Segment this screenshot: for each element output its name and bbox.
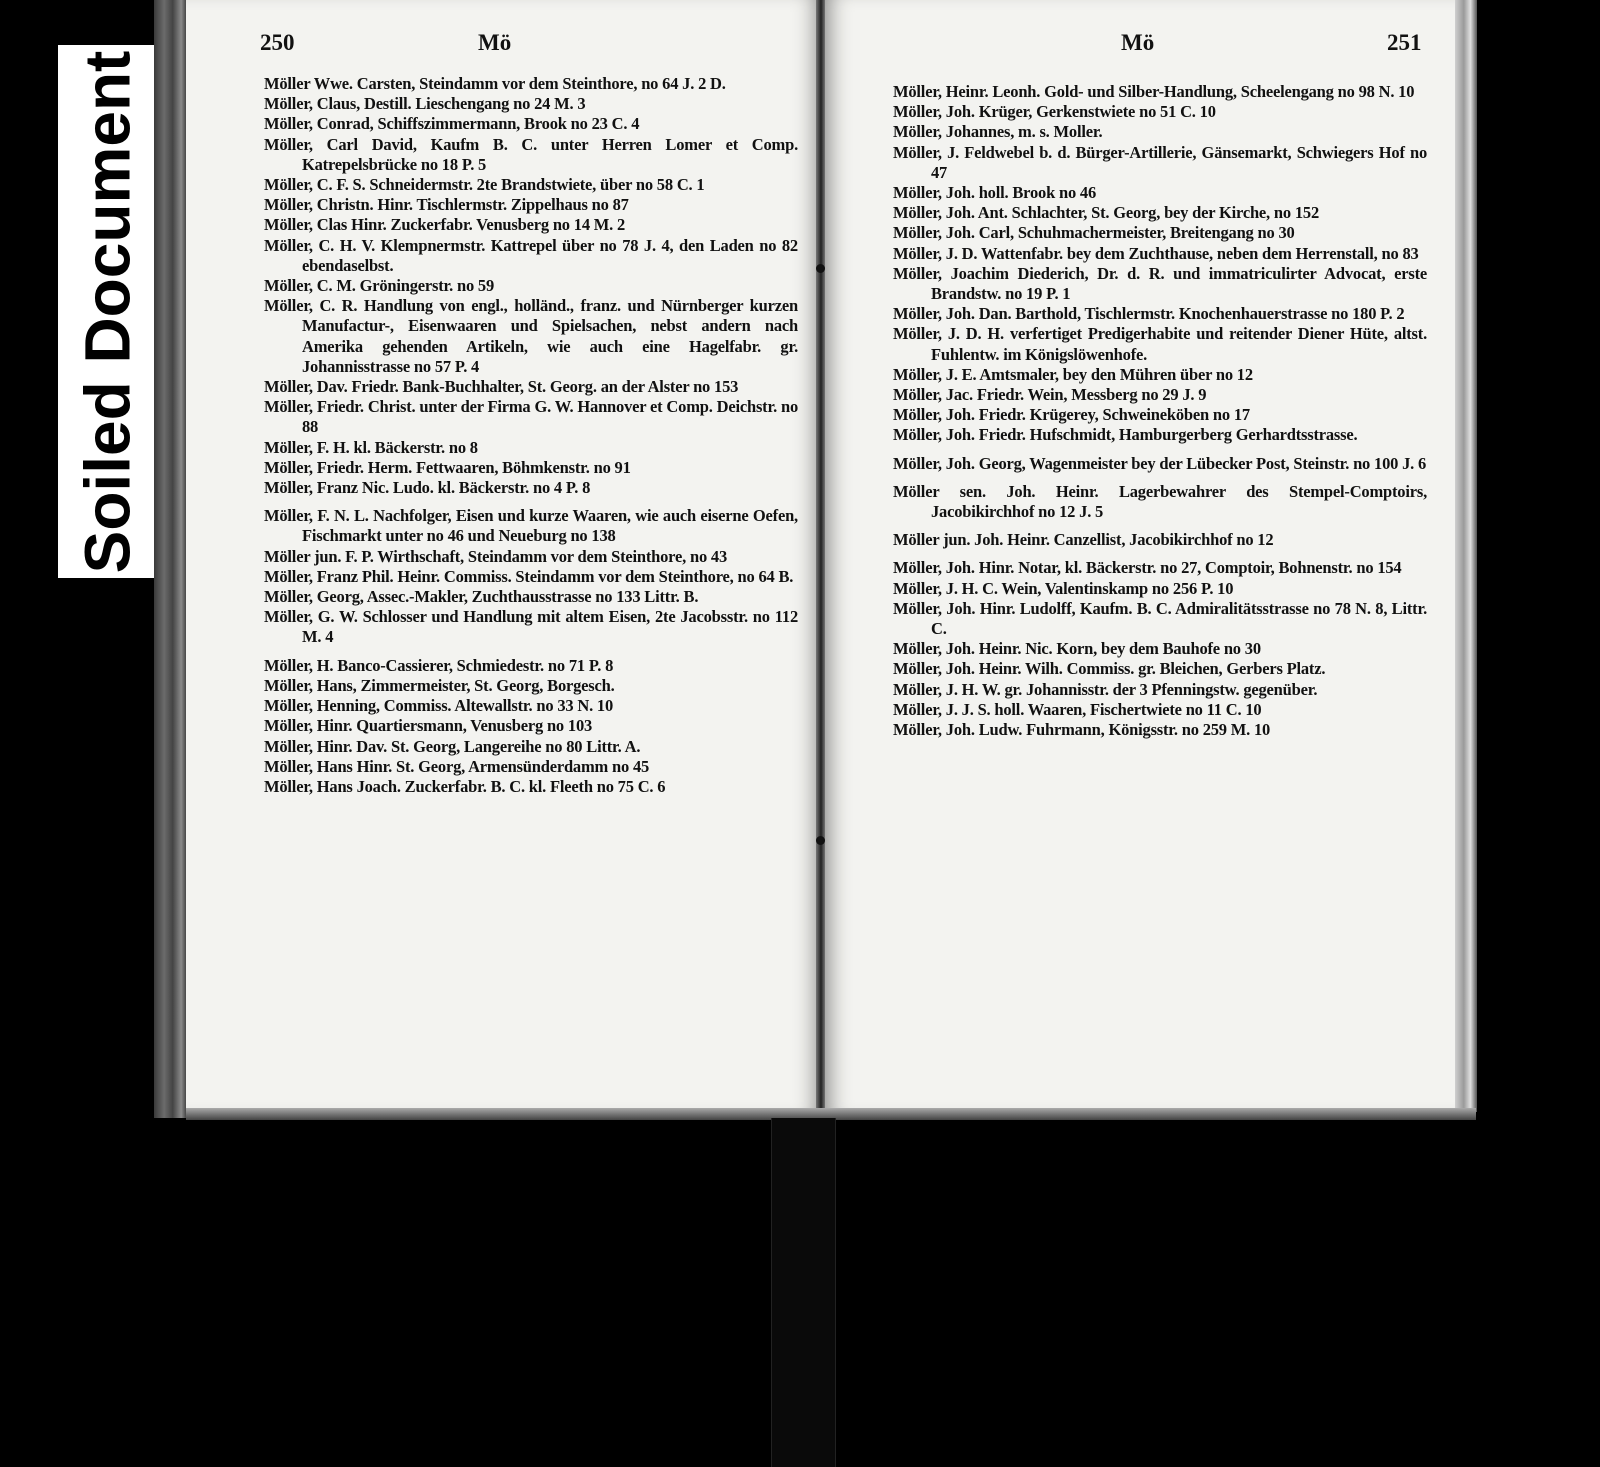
directory-entry: Möller, Joh. Ant. Schlachter, St. Georg, bey der Kirche, no 152 [893, 203, 1320, 223]
book-left-edge [154, 0, 188, 1118]
directory-entry: Möller, Conrad, Schiffszimmermann, Brook no 23 C. 4 [264, 114, 640, 134]
label-text: Soiled Document [71, 50, 143, 573]
directory-entry: Möller jun. F. P. Wirthschaft, Steindamm vor dem Steinthore, no 43 [264, 546, 728, 566]
directory-entry: Möller, Hans, Zimmermeister, St. Georg, Borgesch. [264, 675, 615, 695]
directory-entry: Möller, Dav. Friedr. Bank-Buchhalter, St. Georg. an der Alster no 153 [264, 377, 739, 397]
directory-entry: Möller, Georg, Assec.-Makler, Zuchthausstrasse no 133 Littr. B. [264, 587, 699, 607]
book-right-edge [1455, 0, 1477, 1112]
directory-entry: Möller, C. H. V. Klempnermstr. Kattrepel über no 78 J. 4, den Laden no 82 ebendaselbst. [264, 235, 798, 275]
directory-entry: Möller, Hans Joach. Zuckerfabr. B. C. kl. Fleeth no 75 C. 6 [264, 776, 666, 796]
bookmark-ribbon [771, 1118, 836, 1467]
directory-entry: Möller, Friedr. Herm. Fettwaaren, Böhmkenstr. no 91 [264, 457, 631, 477]
left-running-head: Mö [478, 30, 512, 55]
directory-entry: Möller, Franz Phil. Heinr. Commiss. Steindamm vor dem Steinthore, no 64 B. [264, 566, 794, 586]
left-entry-list [264, 74, 798, 797]
directory-entry: Möller, J. D. Wattenfabr. bey dem Zuchthause, neben dem Herrenstall, no 83 [893, 243, 1419, 263]
directory-entry: Möller, C. F. S. Schneidermstr. 2te Brandstwiete, über no 58 C. 1 [264, 175, 705, 195]
directory-entry: Möller, Jac. Friedr. Wein, Messberg no 29 J. 9 [893, 385, 1207, 405]
directory-entry: Möller, Hans Hinr. St. Georg, Armensünderdamm no 45 [264, 756, 650, 776]
left-page-number: 250 [260, 30, 295, 55]
directory-entry: Möller, J. J. S. holl. Waaren, Fischertwiete no 11 C. 10 [893, 699, 1262, 719]
directory-entry: Möller, F. N. L. Nachfolger, Eisen und kurze Waaren, wie auch eiserne Oefen, Fischmarkt unter no 46 und Neueburg no 138 [264, 506, 798, 546]
directory-entry: Möller, J. H. C. Wein, Valentinskamp no 256 P. 10 [893, 578, 1234, 598]
directory-entry: Möller, Joh. Friedr. Hufschmidt, Hamburgerberg Gerhardtsstrasse. [893, 425, 1358, 445]
right-running-head: Mö [1121, 30, 1155, 55]
directory-entry: Möller, Joh. Friedr. Krügerey, Schweineköben no 17 [893, 405, 1250, 425]
binding-pin [816, 836, 825, 845]
directory-entry: Möller, Joh. Georg, Wagenmeister bey der Lübecker Post, Steinstr. no 100 J. 6 [893, 453, 1427, 473]
directory-entry: Möller, Clas Hinr. Zuckerfabr. Venusberg no 14 M. 2 [264, 215, 626, 235]
directory-entry: Möller, J. E. Amtsmaler, bey den Mühren über no 12 [893, 364, 1253, 384]
directory-entry: Möller, Joh. Ludw. Fuhrmann, Königsstr. no 259 M. 10 [893, 720, 1271, 740]
directory-entry: Möller, Johannes, m. s. Moller. [893, 122, 1103, 142]
directory-entry: Möller, J. H. W. gr. Johannisstr. der 3 Pfenningstw. gegenüber. [893, 679, 1318, 699]
directory-entry: Möller, Henning, Commiss. Altewallstr. no 33 N. 10 [264, 696, 614, 716]
soiled-document-label [58, 45, 156, 578]
directory-entry: Möller, Franz Nic. Ludo. kl. Bäckerstr. no 4 P. 8 [264, 478, 591, 498]
right-page [825, 0, 1457, 1112]
directory-entry: Möller, Joh. Carl, Schuhmachermeister, Breitengang no 30 [893, 223, 1295, 243]
directory-entry: Möller, Hinr. Quartiersmann, Venusberg no 103 [264, 716, 593, 736]
directory-entry: Möller jun. Joh. Heinr. Canzellist, Jacobikirchhof no 12 [893, 530, 1274, 550]
directory-entry: Möller, Joh. Dan. Barthold, Tischlermstr. Knochenhauerstrasse no 180 P. 2 [893, 304, 1405, 324]
directory-entry: Möller, J. Feldwebel b. d. Bürger-Artillerie, Gänsemarkt, Schwiegers Hof no 47 [893, 142, 1427, 182]
directory-entry: Möller, G. W. Schlosser und Handlung mit altem Eisen, 2te Jacobsstr. no 112 M. 4 [264, 607, 798, 647]
directory-entry: Möller, Heinr. Leonh. Gold- und Silber-Handlung, Scheelengang no 98 N. 10 [893, 82, 1415, 101]
directory-entry: Möller Wwe. Carsten, Steindamm vor dem Steinthore, no 64 J. 2 D. [264, 74, 726, 93]
directory-entry: Möller, C. R. Handlung von engl., holländ., franz. und Nürnberger kurzen Manufactur-, Eisenwaaren und Spielsachen, nebst andern nach Amerika gehenden Artikeln, wie auch eine Hagelfabr. gr. Johannisstrasse no 57 P. 4 [264, 296, 798, 376]
directory-entry: Möller, Joh. Hinr. Ludolff, Kaufm. B. C. Admiralitätsstrasse no 78 N. 8, Littr. C. [893, 598, 1427, 639]
directory-entry: Möller, Joh. holl. Brook no 46 [893, 183, 1097, 203]
directory-entry: Möller, Joh. Heinr. Wilh. Commiss. gr. Bleichen, Gerbers Platz. [893, 659, 1326, 679]
directory-entry: Möller, H. Banco-Cassierer, Schmiedestr. no 71 P. 8 [264, 655, 614, 675]
directory-entry: Möller, C. M. Gröningerstr. no 59 [264, 276, 495, 296]
directory-entry: Möller sen. Joh. Heinr. Lagerbewahrer des Stempel-Comptoirs, Jacobikirchhof no 12 J. 5 [893, 481, 1427, 522]
directory-entry: Möller, Joh. Heinr. Nic. Korn, bey dem Bauhofe no 30 [893, 639, 1261, 659]
directory-entry: Möller, J. D. H. verfertiget Predigerhabite und reitender Diener Hüte, altst. Fuhlentw. im Königslöwenhofe. [893, 324, 1427, 364]
binding-pin [816, 264, 825, 273]
left-page [186, 0, 820, 1112]
directory-entry: Möller, Friedr. Christ. unter der Firma G. W. Hannover et Comp. Deichstr. no 88 [264, 397, 798, 437]
directory-entry: Möller, Claus, Destill. Lieschengang no 24 M. 3 [264, 94, 586, 114]
directory-entry: Möller, Christn. Hinr. Tischlermstr. Zippelhaus no 87 [264, 195, 629, 215]
directory-entry: Möller, F. H. kl. Bäckerstr. no 8 [264, 437, 478, 457]
right-page-number: 251 [1387, 30, 1422, 55]
directory-entry: Möller, Hinr. Dav. St. Georg, Langereihe no 80 Littr. A. [264, 736, 641, 756]
directory-entry: Möller, Carl David, Kaufm B. C. unter Herren Lomer et Comp. Katrepelsbrücke no 18 P. 5 [264, 134, 798, 174]
directory-entry: Möller, Joachim Diederich, Dr. d. R. und immatriculirter Advocat, erste Brandstw. no 19 P. 1 [893, 263, 1427, 304]
right-entry-list [893, 82, 1427, 740]
directory-entry: Möller, Joh. Hinr. Notar, kl. Bäckerstr. no 27, Comptoir, Bohnenstr. no 154 [893, 558, 1402, 578]
directory-entry: Möller, Joh. Krüger, Gerkenstwiete no 51 C. 10 [893, 102, 1216, 122]
